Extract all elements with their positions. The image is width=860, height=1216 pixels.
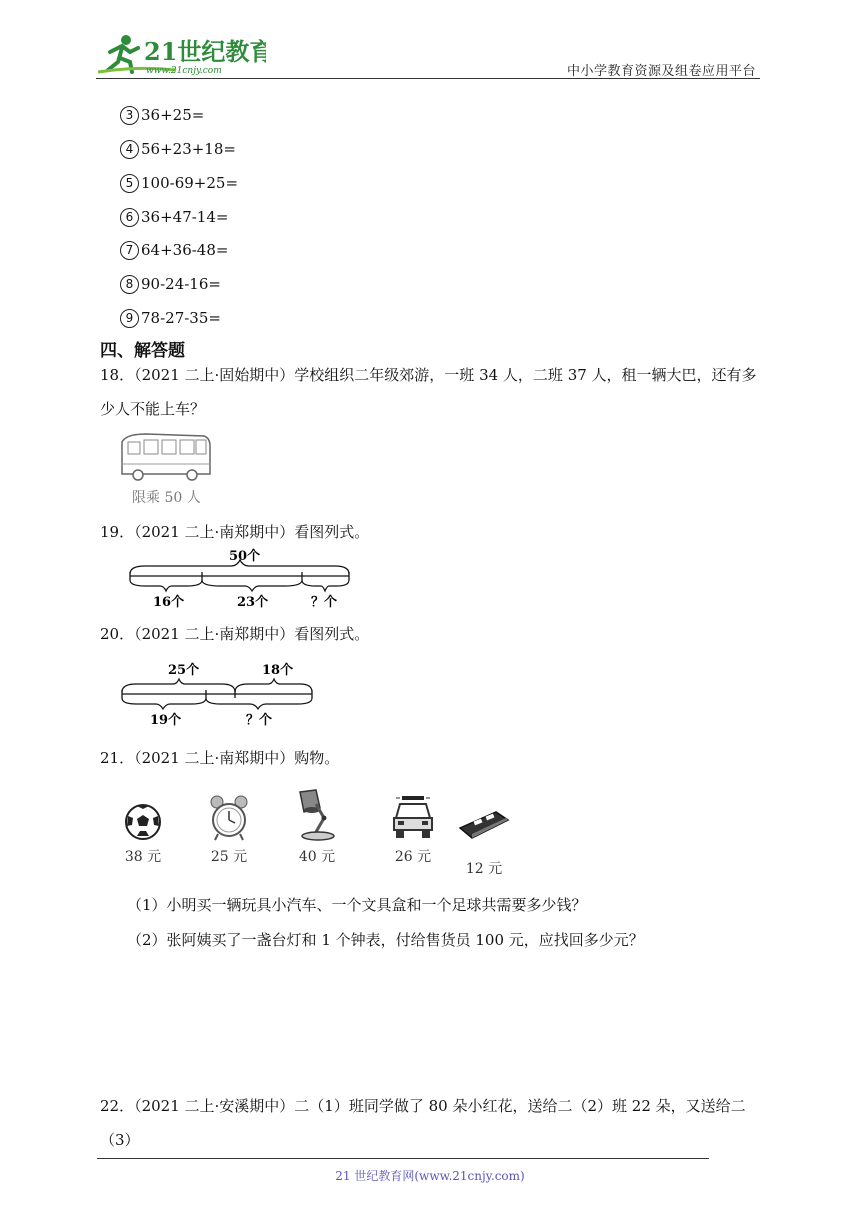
shop-item — [456, 806, 512, 878]
part-label: ？个 — [311, 595, 338, 610]
question-19: 19．（2021 二上·南郑期中）看图列式。 — [100, 523, 370, 541]
calc-item-4 — [120, 140, 236, 159]
part-label: 23个 — [237, 595, 269, 610]
toy-car-icon — [390, 794, 436, 842]
footer-divider — [97, 1158, 709, 1159]
item-number: 5 — [120, 174, 139, 193]
calc-expression: 64+36-48= — [141, 241, 229, 259]
bottom-label: 19个 — [150, 713, 182, 728]
logo-text: 21世纪教育 — [144, 37, 266, 66]
question-21-part-2: （2）张阿姨买了一盏台灯和 1 个钟表，付给售货员 100 元，应找回多少元？ — [127, 931, 644, 949]
item-number: 7 — [120, 241, 139, 260]
question-18: 18．（2021 二上·固始期中）学校组织二年级郊游，一班 34 人，二班 37 人，租一辆大巴，还有多少人不能上车？ — [100, 366, 757, 418]
header-divider — [96, 78, 760, 79]
question-21-part-1: （1）小明买一辆玩具小汽车、一个文具盒和一个足球共需要多少钱？ — [127, 896, 587, 914]
price-label: 38 元 — [124, 849, 162, 865]
top-brace — [130, 560, 349, 574]
bus-capacity-label: 限乘 50 人 — [132, 490, 201, 506]
item-number: 9 — [120, 309, 139, 328]
calc-item-6 — [120, 208, 228, 227]
item-number: 3 — [120, 106, 139, 125]
section-title: 四、解答题 — [100, 341, 185, 361]
price-label: 40 元 — [298, 849, 336, 865]
shop-item — [204, 792, 254, 878]
footer-text: 21 世纪教育网(www.21cnjy.com) — [335, 1169, 525, 1183]
logo-url: www.21cnjy.com — [146, 66, 222, 76]
calc-item-3 — [120, 106, 204, 125]
segment-diagram-20 — [118, 660, 318, 730]
calc-item-7 — [120, 241, 228, 260]
top-label: 18个 — [262, 663, 294, 678]
item-number: 4 — [120, 140, 139, 159]
calc-expression: 56+23+18= — [141, 140, 236, 158]
question-22: 22．（2021 二上·安溪期中）二（1）班同学做了 80 朵小红花，送给二（2）班 22 朵，又送给二（3） — [100, 1097, 746, 1149]
item-number: 6 — [120, 208, 139, 227]
calc-expression: 36+25= — [141, 106, 205, 124]
site-logo — [96, 30, 266, 78]
calc-expression: 100-69+25= — [141, 174, 239, 192]
bottom-label: ？个 — [246, 713, 273, 728]
calc-expression: 90-24-16= — [141, 275, 221, 293]
top-label: 25个 — [168, 663, 200, 678]
calc-item-5 — [120, 174, 238, 193]
price-label: 25 元 — [210, 849, 248, 865]
bus-icon — [116, 428, 216, 508]
item-number: 8 — [120, 275, 139, 294]
desk-lamp-icon — [294, 788, 340, 842]
bus-picture — [116, 428, 216, 508]
price-label: 12 元 — [465, 861, 503, 877]
question-20: 20．（2021 二上·南郑期中）看图列式。 — [100, 625, 370, 643]
shop-item — [386, 794, 440, 878]
soccer-ball-icon — [123, 798, 163, 842]
shop-item — [292, 788, 342, 878]
alarm-clock-icon — [207, 792, 251, 842]
segment-diagram-19 — [125, 548, 355, 614]
calc-expression: 78-27-35= — [141, 309, 221, 327]
part-label: 16个 — [153, 595, 185, 610]
price-label: 26 元 — [394, 849, 432, 865]
shop-item — [120, 798, 166, 878]
header-tagline: 中小学教育资源及组卷应用平台 — [566, 64, 756, 79]
pencil-case-icon — [456, 806, 512, 842]
calc-item-8 — [120, 275, 221, 294]
calc-expression: 36+47-14= — [141, 208, 229, 226]
calc-item-9 — [120, 309, 221, 328]
total-label: 50个 — [229, 549, 261, 564]
question-21: 21．（2021 二上·南郑期中）购物。 — [100, 749, 340, 767]
